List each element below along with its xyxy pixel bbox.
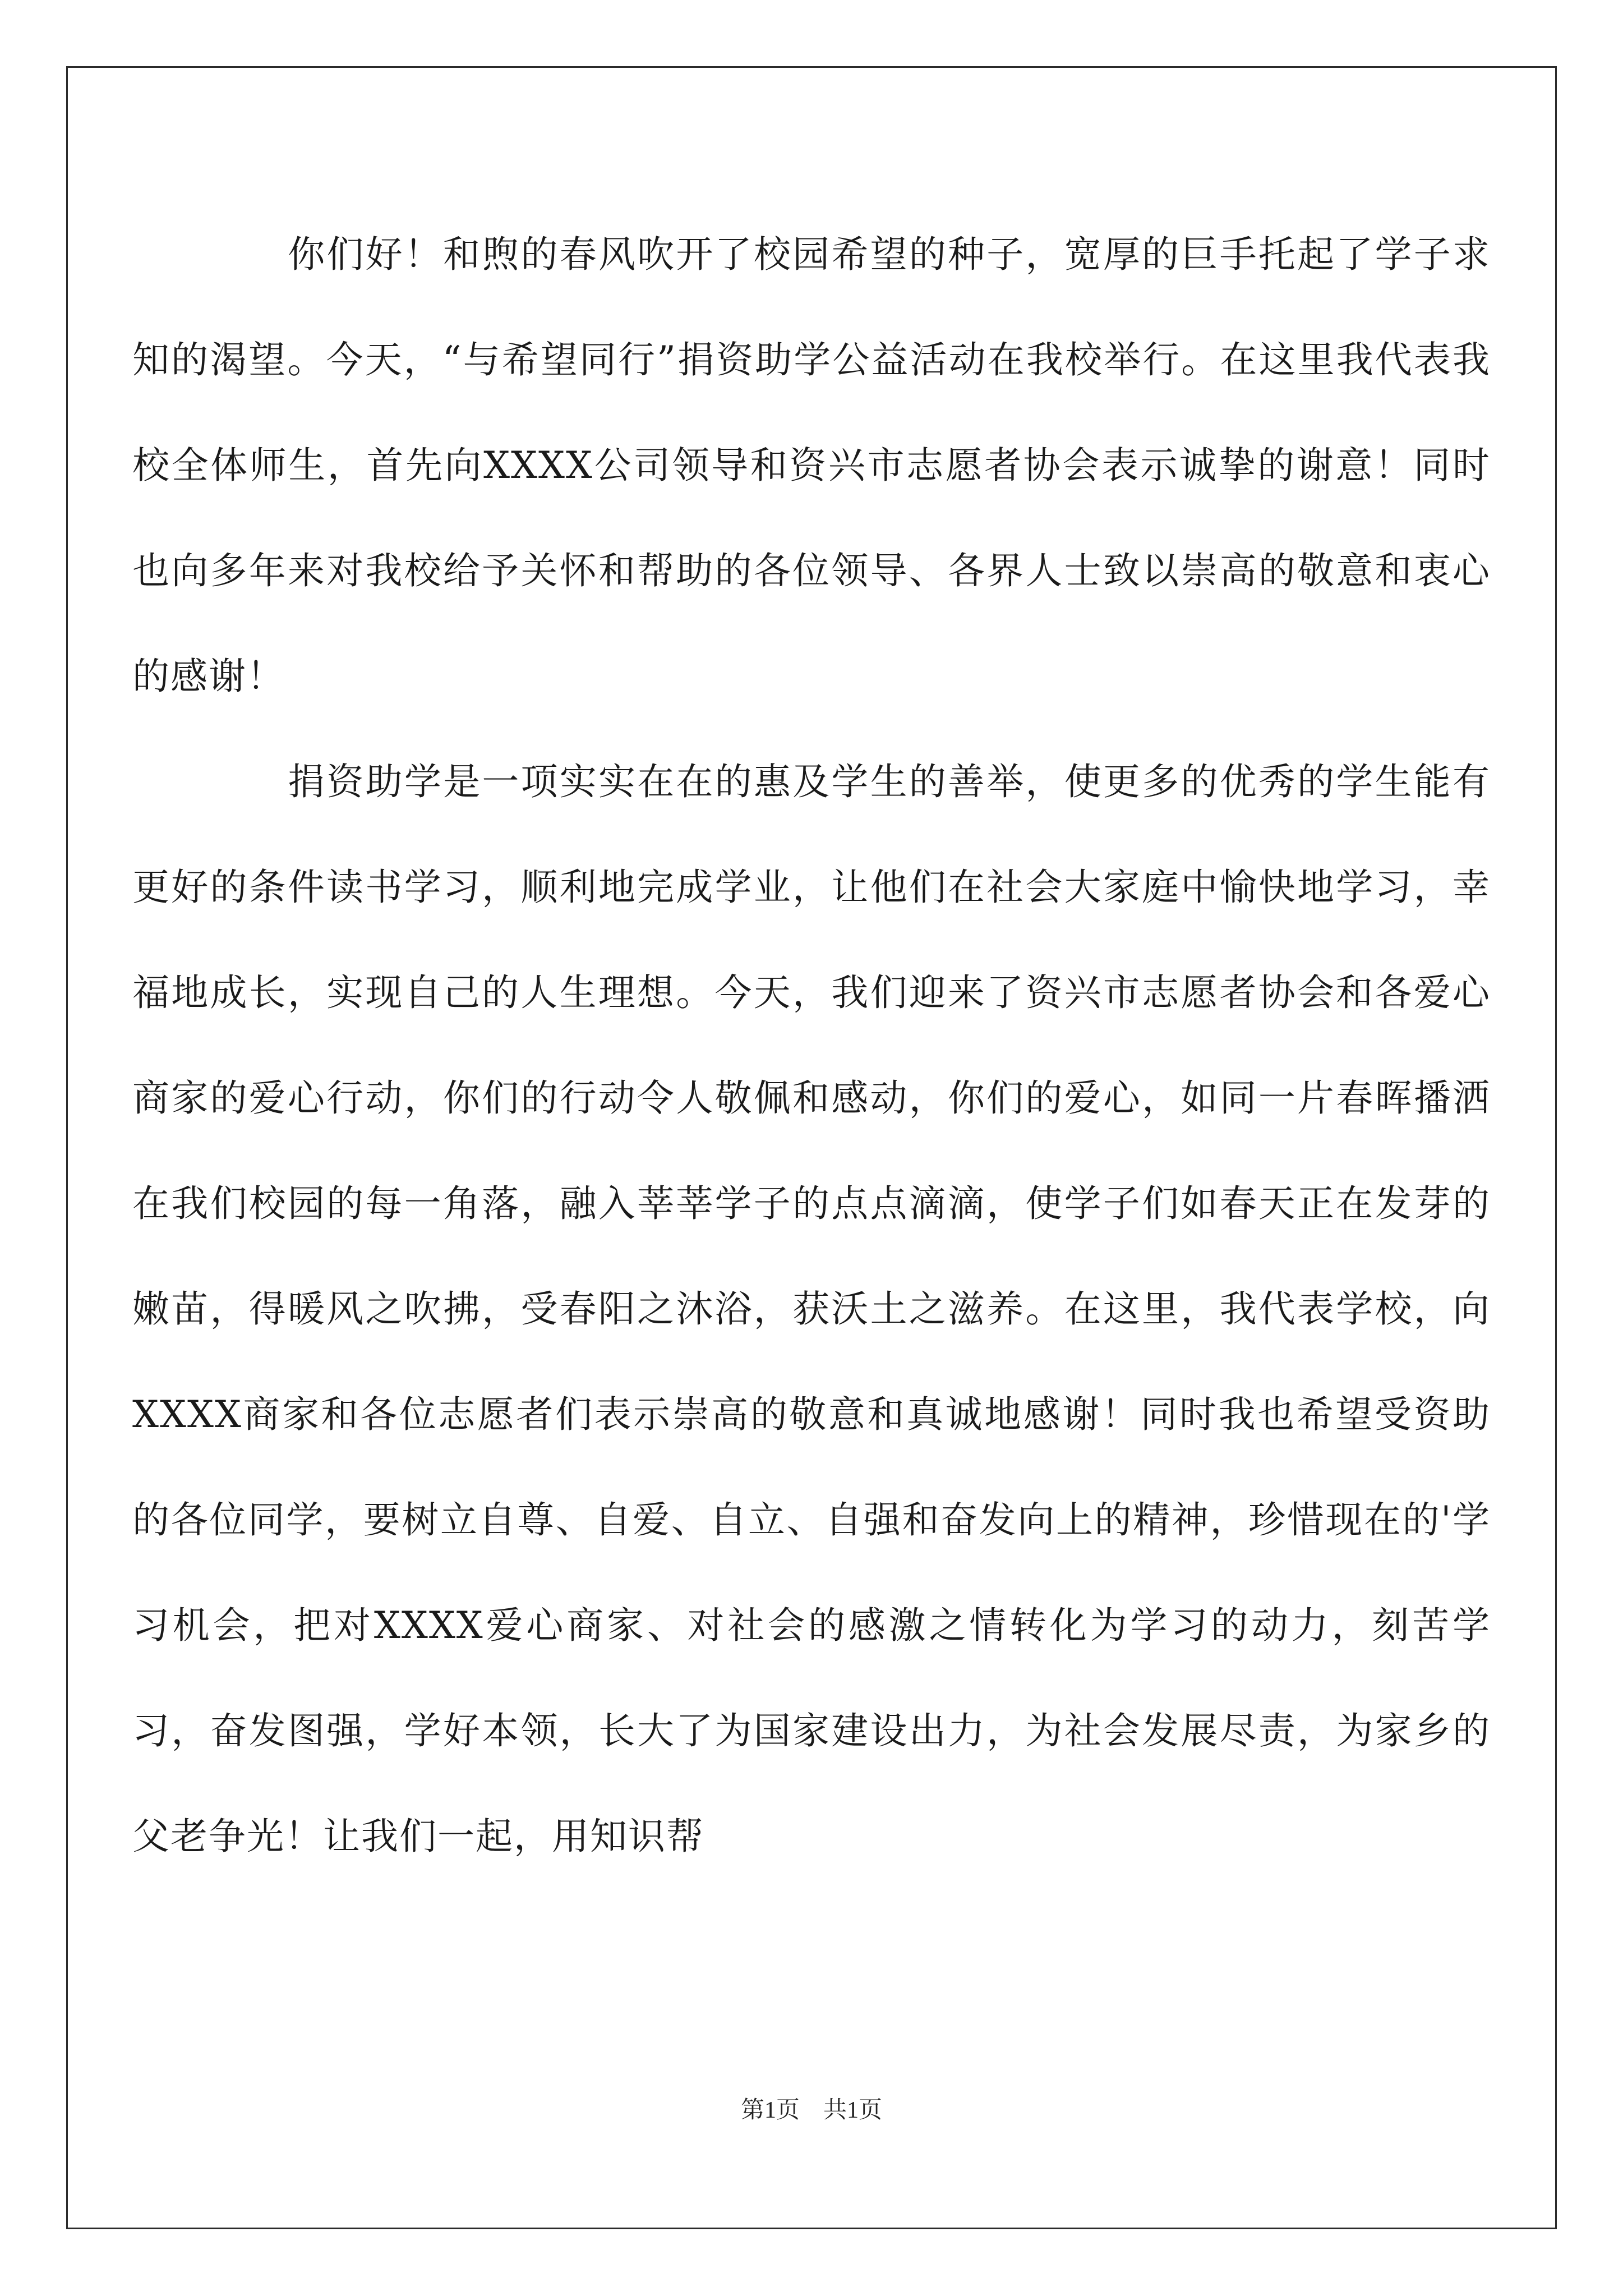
paragraph-1: 你们好！和煦的春风吹开了校园希望的种子，宽厚的巨手托起了学子求知的渴望。今天，“与希望同行”捐资助学公益活动在我校举行。在这里我代表我校全体师生，首先向XXXX公司领导和资兴市志愿者协会表示诚挚的谢意！同时也向多年来对我校给予关怀和帮助的各位领导、各界人士致以崇高的敬意和衷心的感谢！ (132, 233, 1491, 698)
document-body (132, 202, 1491, 1889)
page-number-footer: 第1页 共1页 (740, 2097, 882, 2123)
paragraph-2: 捐资助学是一项实实在在的惠及学生的善举，使更多的优秀的学生能有更好的条件读书学习，顺利地完成学业，让他们在社会大家庭中愉快地学习，幸福地成长，实现自己的人生理想。今天，我们迎来了资兴市志愿者协会和各爱心商家的爱心行动，你们的行动令人敬佩和感动，你们的爱心，如同一片春晖播洒在我们校园的每一角落，融入莘莘学子的点点滴滴，使学子们如春天正在发芽的嫩苗，得暖风之吹拂，受春阳之沐浴，获沃土之滋养。在这里，我代表学校，向XXXX商家和各位志愿者们表示崇高的敬意和真诚地感谢！同时我也希望受资助的各位同学，要树立自尊、自爱、自立、自强和奋发向上的精神，珍惜现在的'学习机会，把对XXXX爱心商家、对社会的感激之情转化为学习的动力，刻苦学习，奋发图强，学好本领，长大了为国家建设出力，为社会发展尽责，为家乡的父老争光！让我们一起，用知识帮 (132, 760, 1491, 1858)
